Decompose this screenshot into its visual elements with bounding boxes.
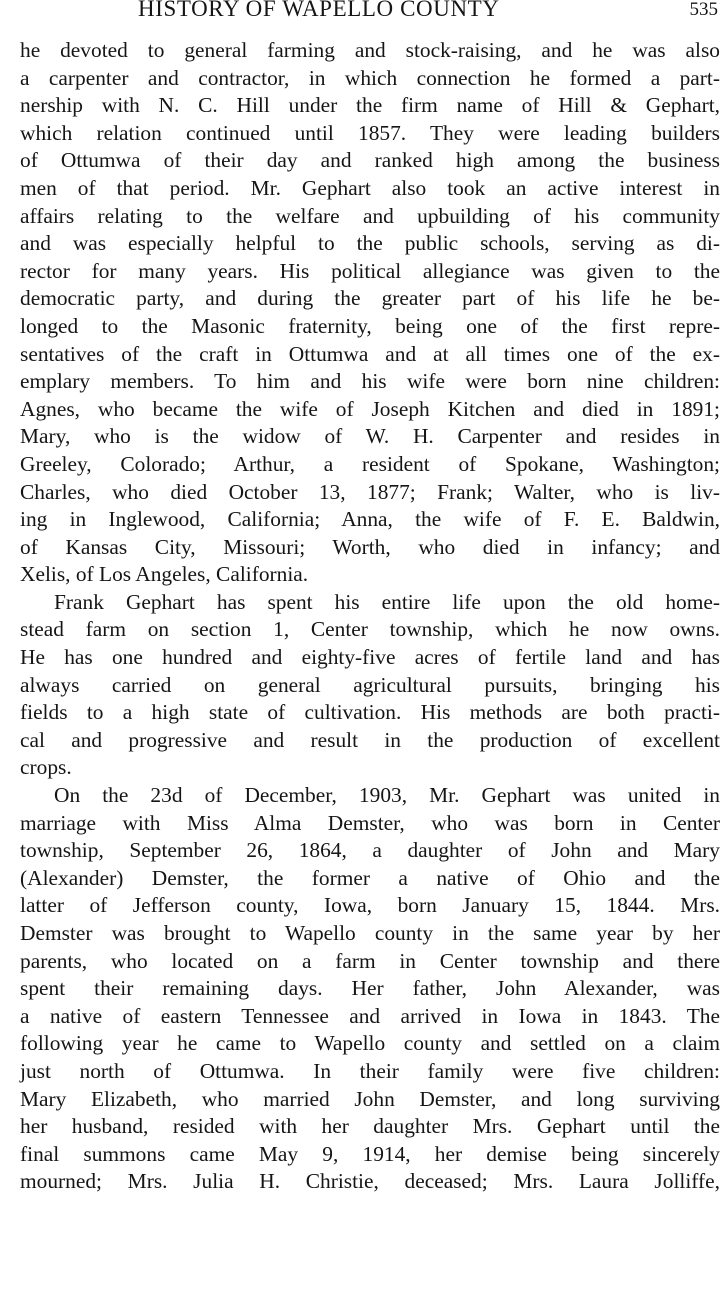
text-line: parents, who located on a farm in Center township and there xyxy=(20,948,720,973)
text-line: longed to the Masonic fraternity, being one of the first repre- xyxy=(20,313,720,338)
text-line: rector for many years. His political allegiance was given to the xyxy=(20,258,720,283)
text-line: just north of Ottumwa. In their family were five children: xyxy=(20,1058,720,1083)
text-line: men of that period. Mr. Gephart also took an active interest in xyxy=(20,175,720,200)
text-line: final summons came May 9, 1914, her demise being sincerely xyxy=(20,1141,720,1166)
text-line: Agnes, who became the wife of Joseph Kitchen and died in 1891; xyxy=(20,396,720,421)
text-line: Greeley, Colorado; Arthur, a resident of Spokane, Washington; xyxy=(20,451,720,476)
text-line: a native of eastern Tennessee and arrived in Iowa in 1843. The xyxy=(20,1003,720,1028)
text-line: of Kansas City, Missouri; Worth, who died in infancy; and xyxy=(20,534,720,559)
text-line: He has one hundred and eighty-five acres of fertile land and has xyxy=(20,645,720,670)
text-line: On the 23d of December, 1903, Mr. Gephart was united in xyxy=(54,783,720,808)
text-line: marriage with Miss Alma Demster, who was born in Center xyxy=(20,810,720,835)
text-line: latter of Jefferson county, Iowa, born January 15, 1844. Mrs. xyxy=(20,893,720,918)
text-line: Mary, who is the widow of W. H. Carpenter and resides in xyxy=(20,424,720,449)
text-line: mourned; Mrs. Julia H. Christie, deceased; Mrs. Laura Jolliffe, xyxy=(20,1169,720,1194)
text-line: crops. xyxy=(20,755,72,780)
text-line: Frank Gephart has spent his entire life upon the old home- xyxy=(54,589,720,614)
text-line: fields to a high state of cultivation. His methods are both practi- xyxy=(20,700,720,725)
text-line: Charles, who died October 13, 1877; Frank; Walter, who is liv- xyxy=(20,479,720,504)
text-line: nership with N. C. Hill under the firm name of Hill & Gephart, xyxy=(20,93,720,118)
text-line: cal and progressive and result in the production of excellent xyxy=(20,727,720,752)
text-line: township, September 26, 1864, a daughter of John and Mary xyxy=(20,838,720,863)
text-line: ing in Inglewood, California; Anna, the wife of F. E. Baldwin, xyxy=(20,507,720,532)
text-line: a carpenter and contractor, in which connection he formed a part- xyxy=(20,65,720,90)
running-head: HISTORY OF WAPELLO COUNTY xyxy=(138,0,500,21)
text-line: Xelis, of Los Angeles, California. xyxy=(20,562,309,587)
text-line: following year he came to Wapello county and settled on a claim xyxy=(20,1031,720,1056)
text-line: (Alexander) Demster, the former a native of Ohio and the xyxy=(20,865,720,890)
body-text xyxy=(20,37,720,1196)
page-header xyxy=(0,0,726,24)
text-line: of Ottumwa of their day and ranked high among the business xyxy=(20,148,720,173)
text-line: emplary members. To him and his wife were born nine children: xyxy=(20,369,720,394)
page-number: 535 xyxy=(689,0,718,20)
text-line: spent their remaining days. Her father, John Alexander, was xyxy=(20,976,720,1001)
text-line: her husband, resided with her daughter Mrs. Gephart until the xyxy=(20,1114,720,1139)
text-line: Demster was brought to Wapello county in the same year by her xyxy=(20,921,720,945)
text-line: he devoted to general farming and stock-raising, and he was also xyxy=(20,38,720,62)
text-line: Mary Elizabeth, who married John Demster, and long surviving xyxy=(20,1086,720,1111)
text-line: democratic party, and during the greater part of his life he be- xyxy=(20,286,720,311)
text-line: always carried on general agricultural pursuits, bringing his xyxy=(20,672,720,697)
text-line: which relation continued until 1857. They were leading builders xyxy=(20,120,720,145)
text-line: and was especially helpful to the public schools, serving as di- xyxy=(20,231,720,256)
text-line: sentatives of the craft in Ottumwa and at all times one of the ex- xyxy=(20,341,720,366)
text-line: stead farm on section 1, Center township, which he now owns. xyxy=(20,617,720,642)
text-line: affairs relating to the welfare and upbuilding of his community xyxy=(20,203,720,228)
